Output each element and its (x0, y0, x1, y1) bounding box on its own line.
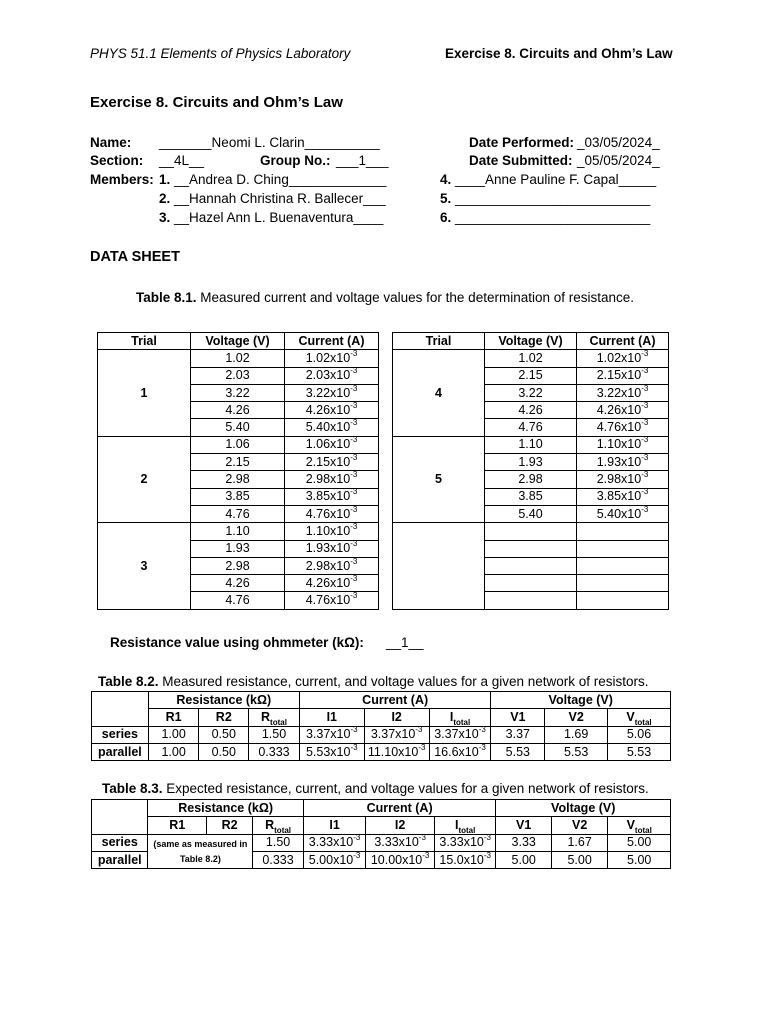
table-8-2-caption-bold: Table 8.2. (98, 674, 159, 689)
member-2-num: 2. (159, 191, 171, 206)
voltage-cell: 1.93 (191, 540, 285, 557)
cell-v1: 5.53 (491, 743, 545, 760)
cell-v2: 5.00 (551, 851, 607, 868)
corner-cell (92, 800, 148, 817)
trial-cell (393, 523, 485, 609)
current-cell: $2.98x10^{-3}$ (285, 557, 379, 574)
current-cell: $1.10x10^{-3}$ (285, 523, 379, 540)
current-cell: $3.22x10^{-3}$ (285, 384, 379, 401)
current-cell (577, 575, 669, 592)
sub-itotal: $I_{total}$ (429, 709, 491, 726)
sub-itotal: $I_{total}$ (434, 817, 496, 834)
table-8-1-caption-bold: Table 8.1. (136, 290, 197, 305)
ohmmeter-label: Resistance value using ohmmeter (kΩ): (110, 635, 364, 650)
current-cell: $3.85x10^{-3}$ (285, 488, 379, 505)
sub-r1: R1 (148, 817, 206, 834)
current-cell: $4.76x10^{-3}$ (577, 419, 669, 436)
table-8-1-right-body (393, 350, 669, 609)
table-row (92, 834, 671, 851)
voltage-cell: 4.26 (191, 402, 285, 419)
table-row (98, 350, 379, 367)
current-cell: $2.98x10^{-3}$ (285, 471, 379, 488)
col-header-voltage: Voltage (V) (191, 333, 285, 350)
group-value: ___1___ (336, 153, 389, 168)
voltage-cell: 2.03 (191, 367, 285, 384)
data-sheet-heading: DATA SHEET (90, 249, 180, 265)
current-cell: $1.93x10^{-3}$ (285, 540, 379, 557)
voltage-cell: 3.22 (485, 384, 577, 401)
current-cell: $1.06x10^{-3}$ (285, 436, 379, 453)
current-cell: $3.22x10^{-3}$ (577, 384, 669, 401)
member-1: __Andrea D. Ching_____________ (174, 172, 387, 187)
cell-itotal: $3.37x10^{-3}$ (429, 726, 491, 743)
table-8-3-caption-bold: Table 8.3. (102, 781, 163, 796)
date-submitted-label: Date Submitted: (469, 153, 573, 168)
group-label: Group No.: (260, 153, 331, 168)
table-8-2-caption-text: Measured resistance, current, and voltage values for a given network of resistors. (158, 674, 649, 689)
current-cell: $5.40x10^{-3}$ (285, 419, 379, 436)
current-cell: $4.76x10^{-3}$ (285, 505, 379, 522)
sub-i2: I2 (366, 817, 435, 834)
table-8-2-caption (98, 674, 649, 689)
table-8-1-caption-text: Measured current and voltage values for the determination of resistance. (196, 290, 635, 305)
voltage-cell: 1.02 (485, 350, 577, 367)
cell-i1: $3.37x10^{-3}$ (299, 726, 364, 743)
name-label: Name: (90, 135, 132, 150)
current-cell: $1.10x10^{-3}$ (577, 436, 669, 453)
exercise-header: Exercise 8. Circuits and Ohm’s Law (445, 46, 673, 61)
group-resistance: Resistance (kΩ) (148, 692, 299, 709)
voltage-cell: 2.98 (485, 471, 577, 488)
member-3: __Hazel Ann L. Buenaventura____ (174, 210, 384, 225)
table-8-1-left (97, 332, 379, 610)
cell-r2: 0.50 (199, 743, 249, 760)
voltage-cell: 2.98 (191, 471, 285, 488)
cell-vtotal: 5.06 (608, 726, 671, 743)
group-current: Current (A) (299, 692, 491, 709)
sub-rtotal: $R_{total}$ (253, 817, 303, 834)
current-cell: $1.02x10^{-3}$ (577, 350, 669, 367)
cell-itotal: $16.6x10^{-3}$ (429, 743, 491, 760)
sub-i2: I2 (364, 709, 429, 726)
sub-v2: V2 (551, 817, 607, 834)
cell-v2: 1.69 (545, 726, 608, 743)
voltage-cell: 4.76 (191, 592, 285, 609)
corner-cell (92, 817, 148, 834)
row-label-series: series (92, 834, 148, 851)
table-8-3 (91, 799, 671, 869)
voltage-cell: 2.98 (191, 557, 285, 574)
voltage-cell: 1.93 (485, 454, 577, 471)
col-header-voltage: Voltage (V) (485, 333, 577, 350)
voltage-cell (485, 540, 577, 557)
voltage-cell: 3.85 (191, 488, 285, 505)
voltage-cell (485, 575, 577, 592)
current-cell: $1.02x10^{-3}$ (285, 350, 379, 367)
members-label: Members: (90, 172, 154, 187)
table-8-1-left-body (98, 350, 379, 609)
sub-r2: R2 (206, 817, 252, 834)
current-cell: $4.26x10^{-3}$ (285, 402, 379, 419)
sub-i1: I1 (299, 709, 364, 726)
row-label-parallel: parallel (92, 851, 148, 868)
current-cell (577, 540, 669, 557)
col-header-current: Current (A) (285, 333, 379, 350)
voltage-cell: 5.40 (191, 419, 285, 436)
sub-vtotal: $V_{total}$ (608, 709, 671, 726)
date-performed-value: _03/05/2024_ (577, 135, 660, 150)
trial-cell: 4 (393, 350, 485, 436)
voltage-cell: 4.26 (485, 402, 577, 419)
section-label: Section: (90, 153, 144, 168)
cell-itotal: $15.0x10^{-3}$ (434, 851, 496, 868)
voltage-cell (485, 592, 577, 609)
cell-rtotal: 0.333 (253, 851, 303, 868)
cell-i2: $3.33x10^{-3}$ (366, 834, 435, 851)
name-value: _______Neomi L. Clarin__________ (159, 135, 380, 150)
row-label-parallel: parallel (92, 743, 149, 760)
cell-r1: 1.00 (148, 726, 199, 743)
table-8-3-caption (102, 781, 649, 796)
table-row (393, 350, 669, 367)
cell-r2: 0.50 (199, 726, 249, 743)
cell-v1: 3.33 (496, 834, 551, 851)
table-row (393, 436, 669, 453)
sub-rtotal: $R_{total}$ (249, 709, 300, 726)
col-header-trial: Trial (98, 333, 191, 350)
voltage-cell (485, 557, 577, 574)
table-row (98, 436, 379, 453)
table-row (92, 743, 671, 760)
trial-cell: 5 (393, 436, 485, 522)
current-cell: $2.15x10^{-3}$ (285, 454, 379, 471)
member-1-num: 1. (159, 172, 171, 187)
cell-rtotal: 0.333 (249, 743, 300, 760)
current-cell: $2.98x10^{-3}$ (577, 471, 669, 488)
voltage-cell: 4.76 (191, 505, 285, 522)
table-8-1-caption (136, 290, 634, 305)
voltage-cell: 2.15 (485, 367, 577, 384)
voltage-cell: 1.10 (191, 523, 285, 540)
sub-v1: V1 (496, 817, 551, 834)
group-current: Current (A) (303, 800, 496, 817)
voltage-cell: 4.76 (485, 419, 577, 436)
cell-i2: $11.10x10^{-3}$ (364, 743, 429, 760)
cell-v1: 5.00 (496, 851, 551, 868)
group-voltage: Voltage (V) (496, 800, 671, 817)
current-cell (577, 592, 669, 609)
cell-v1: 3.37 (491, 726, 545, 743)
voltage-cell: 3.85 (485, 488, 577, 505)
cell-rtotal: 1.50 (249, 726, 300, 743)
cell-i2: $3.37x10^{-3}$ (364, 726, 429, 743)
trial-cell: 3 (98, 523, 191, 609)
member-4: ____Anne Pauline F. Capal_____ (455, 172, 657, 187)
course-header: PHYS 51.1 Elements of Physics Laboratory (90, 46, 351, 61)
current-cell: $2.03x10^{-3}$ (285, 367, 379, 384)
sub-i1: I1 (303, 817, 366, 834)
cell-vtotal: 5.53 (608, 743, 671, 760)
corner-cell (92, 709, 149, 726)
current-cell: $1.93x10^{-3}$ (577, 454, 669, 471)
trial-cell: 2 (98, 436, 191, 522)
cell-vtotal: 5.00 (608, 851, 671, 868)
sub-vtotal: $V_{total}$ (608, 817, 671, 834)
voltage-cell: 1.02 (191, 350, 285, 367)
table-8-3-caption-text: Expected resistance, current, and voltage values for a given network of resistors. (162, 781, 649, 796)
same-as-measured-note: (same as measured in Table 8.2) (148, 834, 253, 869)
cell-vtotal: 5.00 (608, 834, 671, 851)
sub-v1: V1 (491, 709, 545, 726)
member-4-num: 4. (440, 172, 452, 187)
current-cell (577, 523, 669, 540)
voltage-cell: 5.40 (485, 505, 577, 522)
sub-r1: R1 (148, 709, 199, 726)
cell-i1: $5.53x10^{-3}$ (299, 743, 364, 760)
voltage-cell: 1.06 (191, 436, 285, 453)
cell-i2: $10.00x10^{-3}$ (366, 851, 435, 868)
table-8-2 (91, 691, 671, 761)
current-cell (577, 557, 669, 574)
sub-r2: R2 (199, 709, 249, 726)
cell-itotal: $3.33x10^{-3}$ (434, 834, 496, 851)
voltage-cell: 4.26 (191, 575, 285, 592)
member-6: __________________________ (455, 210, 651, 225)
cell-i1: $5.00x10^{-3}$ (303, 851, 366, 868)
member-2: __Hannah Christina R. Ballecer___ (174, 191, 386, 206)
sub-v2: V2 (545, 709, 608, 726)
table-row (92, 726, 671, 743)
row-label-series: series (92, 726, 149, 743)
page-title: Exercise 8. Circuits and Ohm’s Law (90, 94, 343, 111)
group-resistance: Resistance (kΩ) (148, 800, 303, 817)
voltage-cell: 2.15 (191, 454, 285, 471)
current-cell: $3.85x10^{-3}$ (577, 488, 669, 505)
col-header-trial: Trial (393, 333, 485, 350)
date-submitted-value: _05/05/2024_ (577, 153, 660, 168)
voltage-cell (485, 523, 577, 540)
cell-i1: $3.33x10^{-3}$ (303, 834, 366, 851)
member-5-num: 5. (440, 191, 452, 206)
member-5: __________________________ (455, 191, 651, 206)
cell-r1: 1.00 (148, 743, 199, 760)
table-row (393, 523, 669, 540)
current-cell: $4.76x10^{-3}$ (285, 592, 379, 609)
ohmmeter-value: __1__ (386, 635, 424, 650)
date-performed-label: Date Performed: (469, 135, 575, 150)
current-cell: $4.26x10^{-3}$ (285, 575, 379, 592)
col-header-current: Current (A) (577, 333, 669, 350)
current-cell: $5.40x10^{-3}$ (577, 505, 669, 522)
current-cell: $2.15x10^{-3}$ (577, 367, 669, 384)
member-6-num: 6. (440, 210, 452, 225)
cell-rtotal: 1.50 (253, 834, 303, 851)
member-3-num: 3. (159, 210, 171, 225)
current-cell: $4.26x10^{-3}$ (577, 402, 669, 419)
corner-cell (92, 692, 149, 709)
cell-v2: 1.67 (551, 834, 607, 851)
voltage-cell: 1.10 (485, 436, 577, 453)
section-value: __4L__ (159, 153, 205, 168)
table-row (98, 523, 379, 540)
group-voltage: Voltage (V) (491, 692, 671, 709)
trial-cell: 1 (98, 350, 191, 436)
table-8-1-right (392, 332, 669, 610)
cell-v2: 5.53 (545, 743, 608, 760)
voltage-cell: 3.22 (191, 384, 285, 401)
